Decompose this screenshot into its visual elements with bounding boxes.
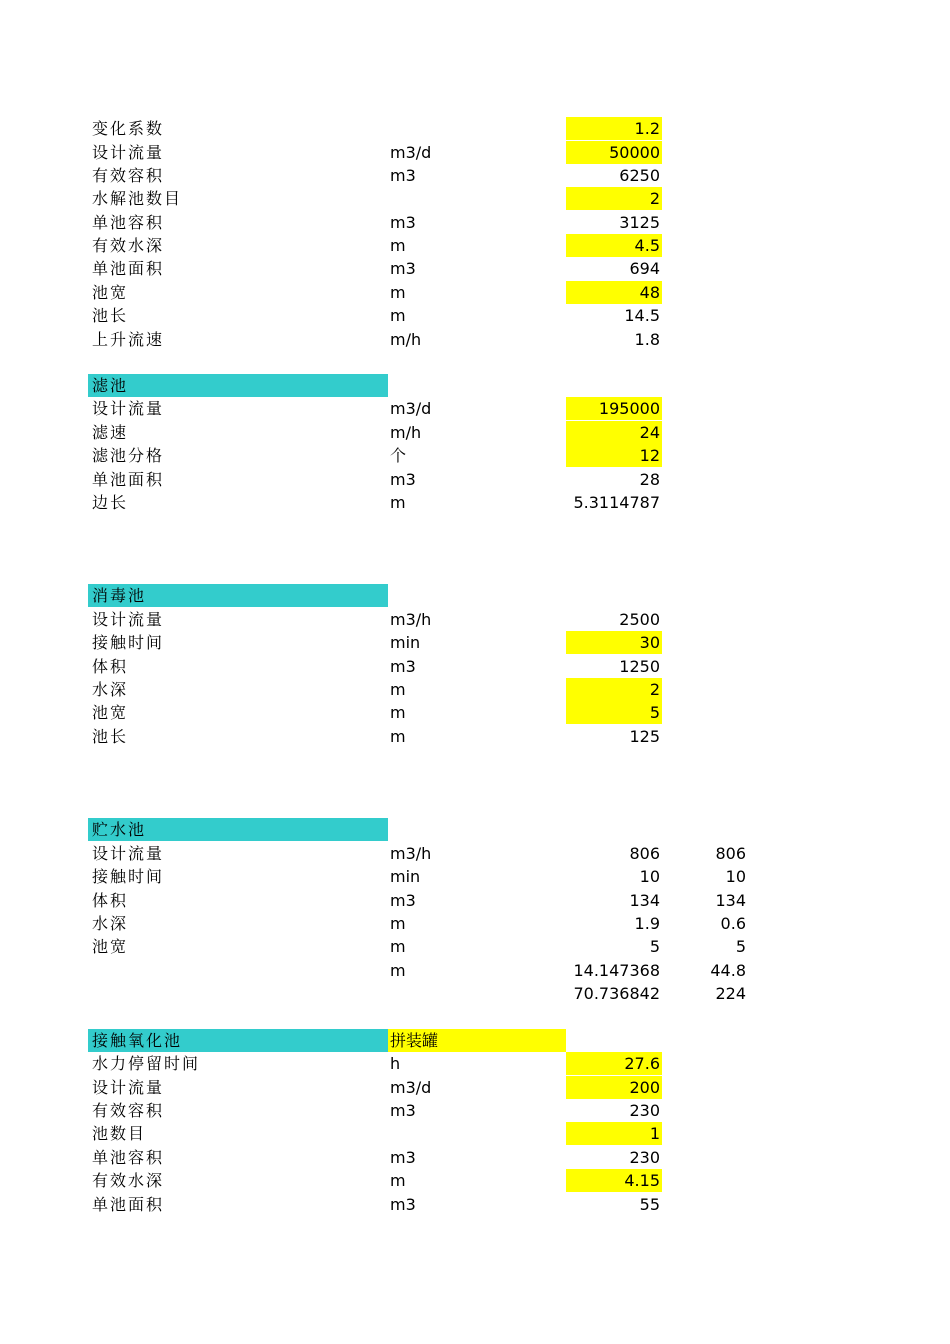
unit-cell[interactable]: min [390,867,421,886]
unit-cell[interactable]: h [390,1054,401,1073]
unit-cell[interactable]: m [390,937,406,956]
value-cell[interactable]: 230 [629,1101,660,1120]
label-cell[interactable]: 接触时间 [92,867,165,886]
input-value-cell[interactable]: 5 [566,701,662,724]
label-cell[interactable]: 单池面积 [92,259,165,278]
label-cell[interactable]: 水深 [92,680,129,699]
unit-cell[interactable]: m [390,914,406,933]
unit-cell[interactable]: m3 [390,1195,416,1214]
input-value-cell[interactable]: 200 [566,1076,662,1099]
section-header-cell[interactable]: 接触氧化池 [88,1029,388,1052]
label-cell[interactable]: 有效水深 [92,236,165,255]
unit-cell[interactable]: m/h [390,423,422,442]
value-cell[interactable]: 134 [629,891,660,910]
unit-cell[interactable]: m [390,306,406,325]
label-cell[interactable]: 体积 [92,891,129,910]
label-cell[interactable]: 单池容积 [92,213,165,232]
input-value-cell[interactable]: 30 [566,631,662,654]
label-cell[interactable]: 上升流速 [92,330,165,349]
value-cell[interactable]: 6250 [619,166,660,185]
value-cell[interactable]: 55 [639,1195,660,1214]
label-cell[interactable]: 滤池分格 [92,446,165,465]
input-value-cell[interactable]: 12 [566,444,662,467]
unit-cell[interactable]: m [390,236,406,255]
unit-cell[interactable]: m3 [390,166,416,185]
unit-cell[interactable]: m3/d [390,399,432,418]
unit-cell[interactable]: m3/d [390,143,432,162]
unit-cell[interactable]: m3 [390,1101,416,1120]
section-header-cell[interactable]: 滤池 [88,374,388,397]
label-cell[interactable]: 边长 [92,493,129,512]
value-cell[interactable]: 5 [649,937,660,956]
input-value-cell[interactable]: 4.5 [566,234,662,257]
unit-cell[interactable]: m3 [390,213,416,232]
label-cell[interactable]: 单池容积 [92,1148,165,1167]
unit-cell[interactable]: m3 [390,470,416,489]
input-value-cell[interactable]: 2 [566,187,662,210]
unit-cell[interactable]: m [390,283,406,302]
value-cell-col2[interactable]: 44.8 [710,961,746,980]
value-cell[interactable]: 230 [629,1148,660,1167]
value-cell[interactable]: 2500 [619,610,660,629]
label-cell[interactable]: 体积 [92,657,129,676]
unit-cell[interactable]: min [390,633,421,652]
label-cell[interactable]: 有效容积 [92,1101,165,1120]
unit-cell[interactable]: 拼装罐 [388,1029,566,1052]
value-cell[interactable]: 1.8 [634,330,660,349]
input-value-cell[interactable]: 1.2 [566,117,662,140]
label-cell[interactable]: 设计流量 [92,1078,165,1097]
unit-cell[interactable]: m [390,493,406,512]
label-cell[interactable]: 池宽 [92,703,129,722]
unit-cell[interactable]: m [390,727,406,746]
unit-cell[interactable]: m3 [390,259,416,278]
value-cell[interactable]: 1.9 [634,914,660,933]
input-value-cell[interactable]: 50000 [566,141,662,164]
label-cell[interactable]: 变化系数 [92,119,165,138]
label-cell[interactable]: 滤速 [92,423,129,442]
value-cell-col2[interactable]: 806 [715,844,746,863]
input-value-cell[interactable]: 24 [566,421,662,444]
unit-cell[interactable]: m [390,1171,406,1190]
value-cell[interactable]: 125 [629,727,660,746]
value-cell[interactable]: 1250 [619,657,660,676]
label-cell[interactable]: 水解池数目 [92,189,183,208]
value-cell[interactable]: 14.147368 [573,961,660,980]
value-cell[interactable]: 10 [639,867,660,886]
unit-cell[interactable]: m3 [390,891,416,910]
unit-cell[interactable]: m/h [390,330,422,349]
input-value-cell[interactable]: 48 [566,281,662,304]
label-cell[interactable]: 有效容积 [92,166,165,185]
label-cell[interactable]: 设计流量 [92,844,165,863]
value-cell[interactable]: 5.3114787 [573,493,660,512]
value-cell[interactable]: 806 [629,844,660,863]
label-cell[interactable]: 水深 [92,914,129,933]
label-cell[interactable]: 有效水深 [92,1171,165,1190]
value-cell-col2[interactable]: 134 [715,891,746,910]
unit-cell[interactable]: 个 [390,446,407,465]
section-header-cell[interactable]: 消毒池 [88,584,388,607]
label-cell[interactable]: 池数目 [92,1124,147,1143]
value-cell[interactable]: 14.5 [624,306,660,325]
section-header-cell[interactable]: 贮水池 [88,818,388,841]
unit-cell[interactable]: m [390,961,406,980]
input-value-cell[interactable]: 195000 [566,397,662,420]
unit-cell[interactable]: m3/h [390,610,432,629]
value-cell[interactable]: 70.736842 [573,984,660,1003]
unit-cell[interactable]: m [390,680,406,699]
label-cell[interactable]: 单池面积 [92,470,165,489]
input-value-cell[interactable]: 2 [566,678,662,701]
label-cell[interactable]: 池宽 [92,937,129,956]
label-cell[interactable]: 池长 [92,727,129,746]
unit-cell[interactable]: m3/h [390,844,432,863]
value-cell[interactable]: 694 [629,259,660,278]
unit-cell[interactable]: m3 [390,657,416,676]
label-cell[interactable]: 池长 [92,306,129,325]
input-value-cell[interactable]: 4.15 [566,1169,662,1192]
value-cell-col2[interactable]: 224 [715,984,746,1003]
value-cell[interactable]: 3125 [619,213,660,232]
value-cell-col2[interactable]: 10 [725,867,746,886]
unit-cell[interactable]: m [390,703,406,722]
input-value-cell[interactable]: 27.6 [566,1052,662,1075]
label-cell[interactable]: 池宽 [92,283,129,302]
value-cell-col2[interactable]: 0.6 [720,914,746,933]
unit-cell[interactable]: m3 [390,1148,416,1167]
label-cell[interactable]: 水力停留时间 [92,1054,201,1073]
label-cell[interactable]: 设计流量 [92,399,165,418]
input-value-cell[interactable]: 1 [566,1122,662,1145]
label-cell[interactable]: 设计流量 [92,143,165,162]
label-cell[interactable]: 设计流量 [92,610,165,629]
unit-cell[interactable]: m3/d [390,1078,432,1097]
value-cell-col2[interactable]: 5 [735,937,746,956]
value-cell[interactable]: 28 [639,470,660,489]
label-cell[interactable]: 接触时间 [92,633,165,652]
label-cell[interactable]: 单池面积 [92,1195,165,1214]
